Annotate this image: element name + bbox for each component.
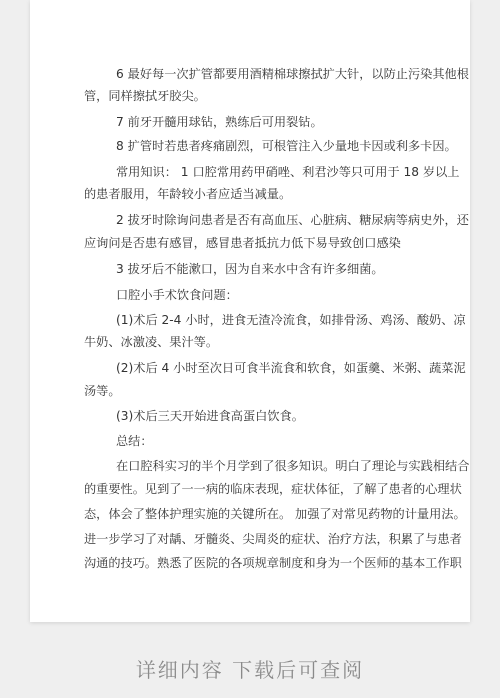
text-line: 进一步学习了对龋、牙髓炎、尖周炎的症状、治疗方法，积累了与患者: [84, 532, 462, 546]
text-line: 在口腔科实习的半个月学到了很多知识。明白了理论与实践相结合: [116, 459, 470, 473]
text-line: 3 拔牙后不能漱口，因为自来水中含有许多细菌。: [116, 262, 384, 276]
text-line: 汤等。: [84, 384, 121, 398]
text-line: 的重要性。见到了一一病的临床表现，症状体征，了解了患者的心理状: [84, 482, 462, 496]
text-line: 2 拔牙时除询问患者是否有高血压、心脏病、糖尿病等病史外，还: [116, 213, 469, 227]
text-line: (3)术后三天开始进食高蛋白饮食。: [116, 409, 304, 423]
text-line: 态，体会了整体护理实施的关键所在。 加强了对常见药物的计量用法。: [84, 507, 466, 521]
text-line: 口腔小手术饮食问题：: [116, 288, 238, 302]
text-line: 牛奶、冰激凌、果汁等。: [84, 335, 219, 349]
text-line: 总结：: [116, 434, 153, 448]
text-line: 7 前牙开髓用球钻，熟练后可用裂钻。: [116, 115, 323, 129]
text-line: 8 扩管时若患者疼痛剧烈，可根管注入少量地卡因或利多卡因。: [116, 139, 457, 153]
text-line: 管，同样擦拭牙胶尖。: [84, 89, 206, 103]
text-line: 常用知识： 1 口腔常用药甲硝唑、利君沙等只可用于 18 岁以上: [116, 165, 460, 179]
text-line: 的患者服用，年龄较小者应适当减量。: [84, 187, 292, 201]
text-line: 6 最好每一次扩管都要用酒精棉球擦拭扩大针，以防止污染其他根: [116, 67, 469, 81]
download-hint[interactable]: 详细内容 下载后可查阅: [135, 658, 365, 682]
text-line: 沟通的技巧。熟悉了医院的各项规章制度和身为一个医师的基本工作职: [84, 556, 462, 570]
text-line: (1)术后 2-4 小时，进食无渣冷流食，如排骨汤、鸡汤、酸奶、凉: [116, 313, 466, 327]
text-line: 应询问是否患有感冒，感冒患者抵抗力低下易导致创口感染: [84, 236, 401, 250]
text-line: (2)术后 4 小时至次日可食半流食和软食，如蛋羹、米粥、蔬菜泥: [116, 361, 466, 375]
